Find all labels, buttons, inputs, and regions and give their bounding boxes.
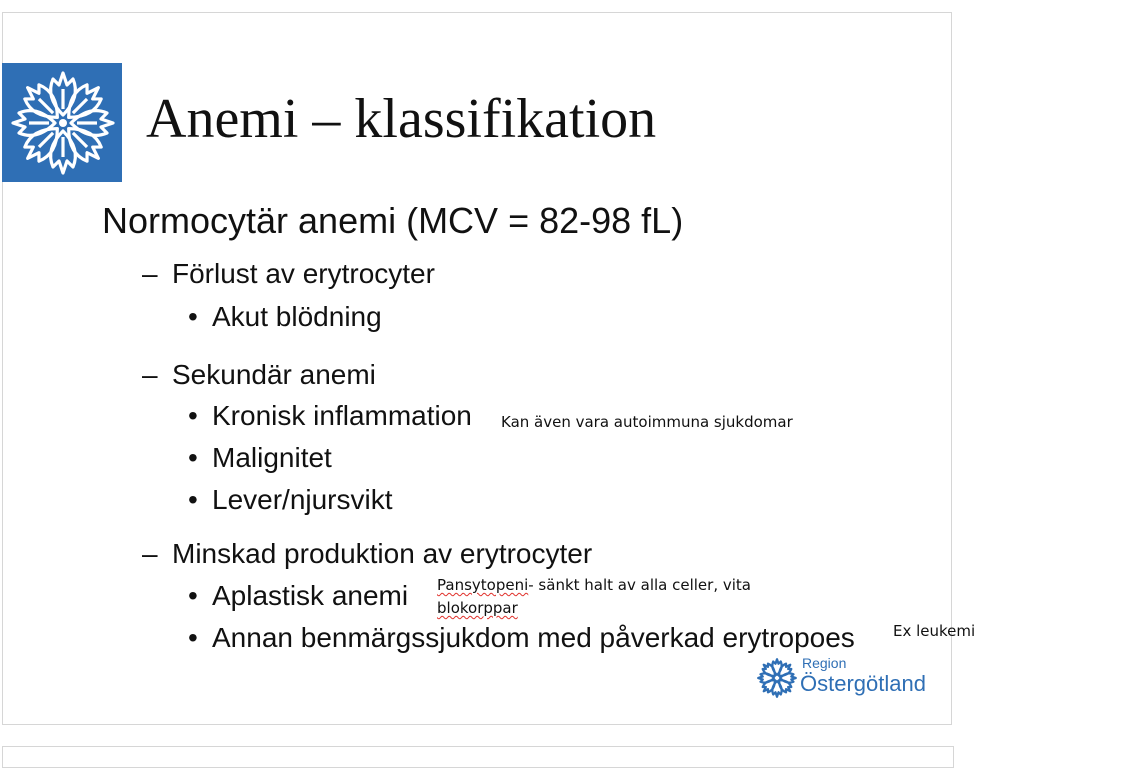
spellcheck-word: Pansytopeni <box>437 576 529 594</box>
region-name: Östergötland <box>800 671 926 696</box>
region-small-label: Region <box>802 655 847 671</box>
section-2-item-3 <box>188 484 393 516</box>
note-text: - sänkt halt av alla celler, vita <box>528 576 751 594</box>
bullet-marker: • <box>188 484 198 515</box>
section-2 <box>142 359 376 391</box>
note-autoimmun[interactable]: Kan även vara autoimmuna sjukdomar <box>501 413 793 431</box>
note-pancytopeni[interactable] <box>437 574 751 620</box>
section-3-label: Minskad produktion av erytrocyter <box>172 538 593 569</box>
bullet-marker: • <box>188 442 198 473</box>
section-3-item-1 <box>188 580 408 612</box>
dash-marker: – <box>142 258 158 289</box>
next-slide-edge <box>2 746 954 768</box>
cornflower-logo-box <box>2 63 122 182</box>
section-3-item-2 <box>188 622 855 654</box>
section-2-label: Sekundär anemi <box>172 359 376 390</box>
bullet-marker: • <box>188 301 198 332</box>
section-3 <box>142 538 592 570</box>
dash-marker: – <box>142 359 158 390</box>
region-logo <box>756 655 936 699</box>
cornflower-icon <box>7 67 119 179</box>
section-2-item-1 <box>188 400 472 432</box>
spellcheck-word: blokorppar <box>437 599 518 617</box>
slide-title: Anemi – klassifikation <box>146 88 657 150</box>
section-2-item-2 <box>188 442 332 474</box>
bullet-marker: • <box>188 580 198 611</box>
item-label: Annan benmärgssjukdom med påverkad erytropoes <box>212 622 855 653</box>
item-label: Lever/njursvikt <box>212 484 393 515</box>
cornflower-small-icon <box>756 657 798 699</box>
bullet-marker: • <box>188 400 198 431</box>
section-1-item-1 <box>188 301 382 333</box>
note-leukemi[interactable]: Ex leukemi <box>893 622 976 640</box>
dash-marker: – <box>142 538 158 569</box>
item-label: Kronisk inflammation <box>212 400 472 431</box>
slide-heading: Normocytär anemi (MCV = 82-98 fL) <box>102 200 684 241</box>
item-label: Akut blödning <box>212 301 382 332</box>
item-label: Malignitet <box>212 442 332 473</box>
section-1-label: Förlust av erytrocyter <box>172 258 435 289</box>
section-1 <box>142 258 435 290</box>
bullet-marker: • <box>188 622 198 653</box>
item-label: Aplastisk anemi <box>212 580 409 611</box>
